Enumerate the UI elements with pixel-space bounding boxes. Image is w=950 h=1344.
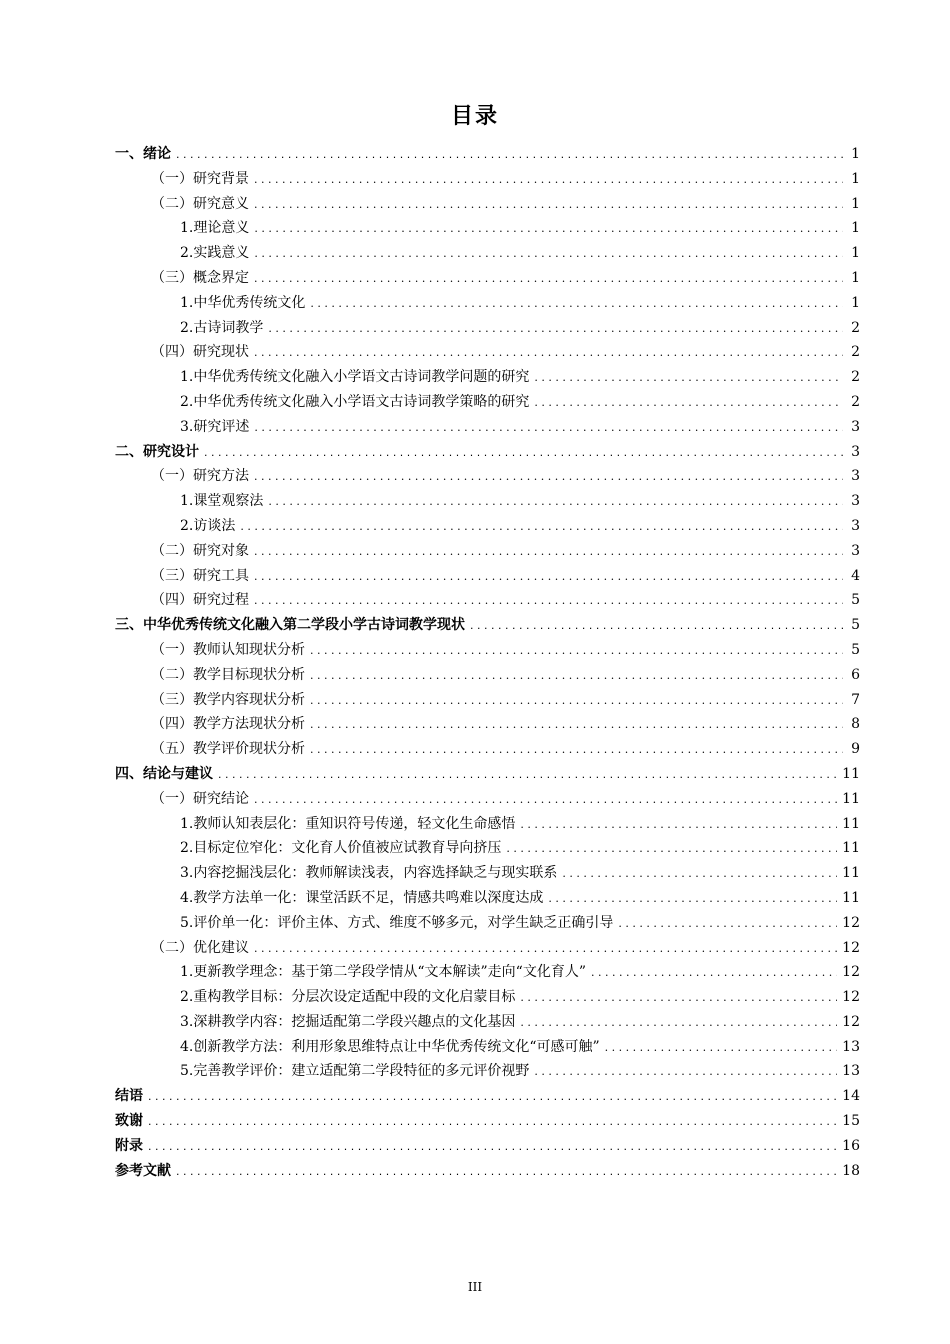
- toc-dot-leader: [618, 912, 837, 937]
- toc-entry-page: 1: [851, 245, 860, 262]
- toc-dot-leader: [254, 565, 843, 590]
- toc-dot-leader: [254, 416, 843, 441]
- toc-entry-page: 15: [842, 1113, 860, 1130]
- toc-entry[interactable]: [115, 1035, 860, 1060]
- toc-dot-leader: [534, 391, 843, 416]
- toc-entry[interactable]: [115, 266, 860, 291]
- toc-entry-page: 13: [842, 1038, 860, 1055]
- toc-entry-title: （一）研究方法: [151, 468, 249, 485]
- toc-entry-page: 12: [842, 939, 860, 956]
- toc-entry[interactable]: [115, 167, 860, 192]
- toc-entry[interactable]: [115, 340, 860, 365]
- toc-entry[interactable]: [115, 886, 860, 911]
- toc-entry[interactable]: [115, 613, 860, 638]
- toc-entry[interactable]: [115, 1010, 860, 1035]
- toc-entry[interactable]: [115, 960, 860, 985]
- toc-entry[interactable]: [115, 464, 860, 489]
- toc-dot-leader: [268, 317, 843, 342]
- toc-entry-title: 3.深耕教学内容：挖掘适配第二学段兴趣点的文化基因: [180, 1013, 516, 1030]
- toc-entry-title: （一）研究背景: [151, 170, 249, 187]
- toc-entry-page: 4: [851, 567, 860, 584]
- toc-entry-title: （五）教学评价现状分析: [151, 741, 305, 758]
- toc-dot-leader: [148, 1135, 837, 1160]
- toc-entry-page: 2: [851, 319, 860, 336]
- toc-entry[interactable]: [115, 762, 860, 787]
- toc-entry[interactable]: [115, 192, 860, 217]
- toc-dot-leader: [520, 813, 837, 838]
- toc-entry-title: 5.评价单一化：评价主体、方式、维度不够多元，对学生缺乏正确引导: [180, 914, 614, 931]
- toc-entry-title: 二、研究设计: [115, 443, 199, 460]
- toc-entry[interactable]: [115, 316, 860, 341]
- toc-entry-page: 5: [851, 641, 860, 658]
- toc-entry-title: 2.访谈法: [180, 517, 236, 534]
- toc-entry-title: 1.中华优秀传统文化: [180, 294, 306, 311]
- toc-entry-page: 3: [851, 517, 860, 534]
- toc-dot-leader: [520, 986, 837, 1011]
- toc-dot-leader: [548, 887, 837, 912]
- toc-entry-title: （四）教学方法现状分析: [151, 716, 305, 733]
- toc-dot-leader: [534, 1060, 837, 1085]
- toc-entry-page: 9: [851, 741, 860, 758]
- toc-entry-page: 3: [851, 468, 860, 485]
- toc-entry-page: 3: [851, 443, 860, 460]
- toc-entry-title: 3.研究评述: [180, 418, 250, 435]
- toc-entry-page: 1: [851, 294, 860, 311]
- toc-entry-page: 5: [851, 617, 860, 634]
- toc-entry-title: （三）教学内容现状分析: [151, 691, 305, 708]
- table-of-contents: [115, 142, 860, 1183]
- toc-dot-leader: [254, 267, 843, 292]
- toc-entry-page: 12: [842, 964, 860, 981]
- toc-entry[interactable]: [115, 216, 860, 241]
- toc-entry-title: 3.内容挖掘浅层化：教师解读浅表，内容选择缺乏与现实联系: [180, 865, 558, 882]
- toc-entry-title: 附录: [115, 1137, 143, 1154]
- toc-entry-page: 18: [842, 1162, 860, 1179]
- toc-entry-title: （三）概念界定: [151, 269, 249, 286]
- toc-dot-leader: [254, 540, 843, 565]
- toc-entry-title: 结语: [115, 1088, 143, 1105]
- toc-entry-title: （三）研究工具: [151, 567, 249, 584]
- toc-dot-leader: [310, 689, 843, 714]
- toc-entry[interactable]: [115, 514, 860, 539]
- toc-entry-page: 8: [851, 716, 860, 733]
- toc-dot-leader: [310, 639, 843, 664]
- toc-entry-page: 1: [851, 170, 860, 187]
- toc-dot-leader: [562, 862, 837, 887]
- toc-entry-page: 3: [851, 418, 860, 435]
- toc-dot-leader: [254, 465, 843, 490]
- toc-entry-title: （一）教师认知现状分析: [151, 641, 305, 658]
- toc-entry-title: 1.教师认知表层化：重知识符号传递，轻文化生命感悟: [180, 815, 516, 832]
- toc-entry[interactable]: [115, 291, 860, 316]
- toc-entry[interactable]: [115, 911, 860, 936]
- toc-entry-title: 2.重构教学目标：分层次设定适配中段的文化启蒙目标: [180, 989, 516, 1006]
- toc-entry[interactable]: [115, 812, 860, 837]
- toc-entry-page: 11: [842, 840, 860, 857]
- toc-entry-page: 12: [842, 989, 860, 1006]
- toc-entry-page: 2: [851, 344, 860, 361]
- toc-entry-page: 3: [851, 493, 860, 510]
- toc-dot-leader: [506, 837, 837, 862]
- toc-entry-title: 2.目标定位窄化：文化育人价值被应试教育导向挤压: [180, 840, 502, 857]
- toc-entry-page: 2: [851, 393, 860, 410]
- toc-entry[interactable]: [115, 1084, 860, 1109]
- toc-entry-title: （四）研究现状: [151, 344, 249, 361]
- toc-entry-page: 7: [851, 691, 860, 708]
- toc-entry[interactable]: [115, 415, 860, 440]
- toc-entry[interactable]: [115, 588, 860, 613]
- toc-dot-leader: [470, 614, 843, 639]
- toc-dot-leader: [218, 763, 837, 788]
- toc-entry-title: （二）教学目标现状分析: [151, 666, 305, 683]
- toc-entry[interactable]: [115, 787, 860, 812]
- toc-entry-page: 3: [851, 542, 860, 559]
- toc-entry[interactable]: [115, 936, 860, 961]
- toc-dot-leader: [176, 1160, 837, 1185]
- toc-dot-leader: [254, 937, 837, 962]
- toc-entry-page: 11: [842, 889, 860, 906]
- toc-entry-page: 16: [842, 1137, 860, 1154]
- toc-dot-leader: [254, 589, 843, 614]
- toc-entry[interactable]: [115, 1059, 860, 1084]
- toc-entry-page: 11: [842, 865, 860, 882]
- toc-entry[interactable]: [115, 663, 860, 688]
- toc-entry-page: 14: [842, 1088, 860, 1105]
- toc-entry-page: 1: [851, 146, 860, 162]
- toc-dot-leader: [310, 738, 843, 763]
- toc-entry[interactable]: [115, 390, 860, 415]
- toc-entry-title: 5.完善教学评价：建立适配第二学段特征的多元评价视野: [180, 1063, 530, 1080]
- toc-dot-leader: [520, 1011, 837, 1036]
- toc-dot-leader: [254, 193, 843, 218]
- toc-dot-leader: [204, 441, 843, 466]
- toc-entry-title: 4.教学方法单一化：课堂活跃不足，情感共鸣难以深度达成: [180, 889, 544, 906]
- toc-entry-title: （一）研究结论: [151, 790, 249, 807]
- toc-dot-leader: [310, 664, 843, 689]
- toc-dot-leader: [176, 143, 843, 168]
- toc-entry[interactable]: [115, 985, 860, 1010]
- toc-entry-page: 2: [851, 369, 860, 386]
- toc-entry-title: 4.创新教学方法：利用形象思维特点让中华优秀传统文化“可感可触”: [180, 1038, 600, 1055]
- toc-entry[interactable]: [115, 440, 860, 465]
- toc-dot-leader: [254, 788, 837, 813]
- toc-entry-page: 11: [842, 815, 860, 832]
- toc-entry-title: 四、结论与建议: [115, 765, 213, 782]
- toc-entry[interactable]: [115, 1109, 860, 1134]
- toc-entry-title: 2.实践意义: [180, 245, 250, 262]
- toc-dot-leader: [591, 961, 837, 986]
- toc-entry[interactable]: [115, 712, 860, 737]
- toc-dot-leader: [534, 366, 843, 391]
- toc-entry-page: 6: [851, 666, 860, 683]
- toc-entry-title: 1.更新教学理念：基于第二学段学情从“文本解读”走向“文化育人”: [180, 964, 586, 981]
- toc-dot-leader: [254, 341, 843, 366]
- toc-dot-leader: [310, 713, 843, 738]
- toc-dot-leader: [148, 1085, 837, 1110]
- toc-entry-title: （二）研究意义: [151, 195, 249, 212]
- toc-entry-page: 11: [842, 765, 860, 782]
- toc-dot-leader: [148, 1110, 837, 1135]
- toc-entry-page: 1: [851, 195, 860, 212]
- toc-entry-page: 12: [842, 914, 860, 931]
- toc-dot-leader: [310, 292, 843, 317]
- toc-dot-leader: [605, 1036, 838, 1061]
- toc-entry-title: （二）优化建议: [151, 939, 249, 956]
- toc-entry-page: 12: [842, 1013, 860, 1030]
- toc-entry-title: 三、中华优秀传统文化融入第二学段小学古诗词教学现状: [115, 617, 465, 634]
- toc-entry-page: 1: [851, 269, 860, 286]
- toc-entry-title: 2.古诗词教学: [180, 319, 264, 336]
- toc-entry-page: 11: [842, 790, 860, 807]
- toc-entry[interactable]: [115, 638, 860, 663]
- toc-entry-title: 一、绪论: [115, 146, 171, 162]
- toc-entry-page: 13: [842, 1063, 860, 1080]
- toc-dot-leader: [268, 490, 843, 515]
- toc-entry[interactable]: [115, 142, 860, 167]
- toc-entry-title: 1.课堂观察法: [180, 493, 264, 510]
- toc-entry[interactable]: [115, 365, 860, 390]
- toc-entry-title: 2.中华优秀传统文化融入小学语文古诗词教学策略的研究: [180, 393, 530, 410]
- toc-entry-title: 1.理论意义: [180, 220, 250, 237]
- toc-entry[interactable]: [115, 489, 860, 514]
- toc-entry-title: 致谢: [115, 1113, 143, 1130]
- toc-entry[interactable]: [115, 737, 860, 762]
- toc-dot-leader: [254, 168, 843, 193]
- toc-dot-leader: [254, 242, 843, 267]
- toc-entry[interactable]: [115, 241, 860, 266]
- toc-entry-title: 参考文献: [115, 1162, 171, 1179]
- toc-dot-leader: [240, 515, 843, 540]
- toc-entry-title: 1.中华优秀传统文化融入小学语文古诗词教学问题的研究: [180, 369, 530, 386]
- toc-entry-title: （二）研究对象: [151, 542, 249, 559]
- toc-dot-leader: [254, 217, 843, 242]
- toc-entry-title: （四）研究过程: [151, 592, 249, 609]
- toc-entry[interactable]: [115, 836, 860, 861]
- toc-entry[interactable]: [115, 1134, 860, 1159]
- toc-entry[interactable]: [115, 539, 860, 564]
- toc-entry[interactable]: [115, 1159, 860, 1184]
- toc-entry[interactable]: [115, 861, 860, 886]
- toc-entry-page: 5: [851, 592, 860, 609]
- toc-entry-page: 1: [851, 220, 860, 237]
- toc-entry[interactable]: [115, 688, 860, 713]
- page-title: 目录: [450, 104, 499, 129]
- toc-entry[interactable]: [115, 564, 860, 589]
- page-number-footer: III: [467, 1280, 483, 1294]
